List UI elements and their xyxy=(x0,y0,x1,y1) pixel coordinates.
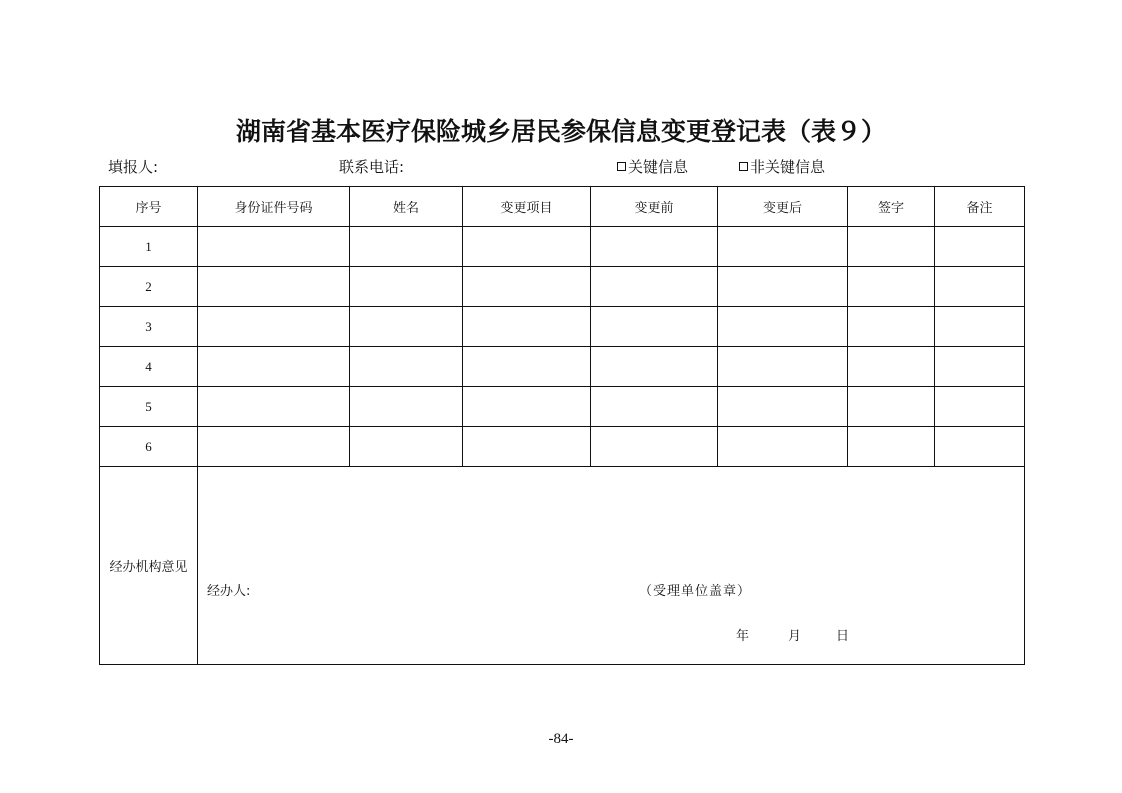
id-number-cell[interactable] xyxy=(198,307,350,347)
agency-opinion-row xyxy=(100,467,1025,665)
signature-cell[interactable] xyxy=(848,387,935,427)
signature-cell[interactable] xyxy=(848,227,935,267)
header-signature: 签字 xyxy=(848,187,935,227)
before-cell[interactable] xyxy=(591,387,718,427)
after-cell[interactable] xyxy=(718,387,848,427)
table-row xyxy=(100,427,1025,467)
row-index: 6 xyxy=(100,427,198,467)
key-info-option[interactable] xyxy=(617,156,688,177)
id-number-cell[interactable] xyxy=(198,267,350,307)
table-row xyxy=(100,267,1025,307)
handler-label: 经办人: xyxy=(207,584,251,599)
header-after: 变更后 xyxy=(718,187,848,227)
signature-cell[interactable] xyxy=(848,267,935,307)
name-cell[interactable] xyxy=(350,427,463,467)
header-name: 姓名 xyxy=(350,187,463,227)
year-label: 年 xyxy=(736,629,750,644)
id-number-cell[interactable] xyxy=(198,347,350,387)
row-index: 1 xyxy=(100,227,198,267)
name-cell[interactable] xyxy=(350,227,463,267)
header-before: 变更前 xyxy=(591,187,718,227)
change-item-cell[interactable] xyxy=(463,347,591,387)
after-cell[interactable] xyxy=(718,307,848,347)
name-cell[interactable] xyxy=(350,347,463,387)
header-change-item: 变更项目 xyxy=(463,187,591,227)
signature-cell[interactable] xyxy=(848,347,935,387)
id-number-cell[interactable] xyxy=(198,227,350,267)
before-cell[interactable] xyxy=(591,267,718,307)
table-row xyxy=(100,387,1025,427)
form-title: 湖南省基本医疗保险城乡居民参保信息变更登记表（表９） xyxy=(235,117,886,146)
table-row xyxy=(100,307,1025,347)
after-cell[interactable] xyxy=(718,347,848,387)
table-header-row xyxy=(100,187,1025,227)
change-item-cell[interactable] xyxy=(463,387,591,427)
after-cell[interactable] xyxy=(718,427,848,467)
agency-opinion-label: 经办机构意见 xyxy=(100,467,198,665)
agency-opinion-cell[interactable] xyxy=(198,467,1025,665)
row-index: 5 xyxy=(100,387,198,427)
seal-label: （受理单位盖章） xyxy=(639,584,752,599)
signature-cell[interactable] xyxy=(848,307,935,347)
before-cell[interactable] xyxy=(591,307,718,347)
signature-cell[interactable] xyxy=(848,427,935,467)
remark-cell[interactable] xyxy=(935,427,1025,467)
remark-cell[interactable] xyxy=(935,347,1025,387)
name-cell[interactable] xyxy=(350,387,463,427)
month-label: 月 xyxy=(788,629,802,644)
table-row xyxy=(100,227,1025,267)
id-number-cell[interactable] xyxy=(198,427,350,467)
non-key-info-label: 非关键信息 xyxy=(750,158,826,176)
id-number-cell[interactable] xyxy=(198,387,350,427)
before-cell[interactable] xyxy=(591,427,718,467)
row-index: 4 xyxy=(100,347,198,387)
after-cell[interactable] xyxy=(718,227,848,267)
change-item-cell[interactable] xyxy=(463,307,591,347)
change-item-cell[interactable] xyxy=(463,267,591,307)
row-index: 2 xyxy=(100,267,198,307)
header-id-number: 身份证件号码 xyxy=(198,187,350,227)
remark-cell[interactable] xyxy=(935,267,1025,307)
key-info-checkbox[interactable] xyxy=(617,162,626,171)
name-cell[interactable] xyxy=(350,267,463,307)
header-index: 序号 xyxy=(100,187,198,227)
before-cell[interactable] xyxy=(591,227,718,267)
change-item-cell[interactable] xyxy=(463,227,591,267)
row-index: 3 xyxy=(100,307,198,347)
after-cell[interactable] xyxy=(718,267,848,307)
before-cell[interactable] xyxy=(591,347,718,387)
name-cell[interactable] xyxy=(350,307,463,347)
remark-cell[interactable] xyxy=(935,227,1025,267)
non-key-info-option[interactable] xyxy=(739,156,825,177)
change-item-cell[interactable] xyxy=(463,427,591,467)
page-number: -84- xyxy=(548,731,574,747)
reporter-label: 填报人: xyxy=(108,158,159,176)
remark-cell[interactable] xyxy=(935,307,1025,347)
table-row xyxy=(100,347,1025,387)
key-info-label: 关键信息 xyxy=(628,158,689,176)
change-registration-table xyxy=(99,186,1025,665)
header-remark: 备注 xyxy=(935,187,1025,227)
non-key-info-checkbox[interactable] xyxy=(739,162,748,171)
day-label: 日 xyxy=(836,629,850,644)
phone-label: 联系电话: xyxy=(339,158,405,176)
remark-cell[interactable] xyxy=(935,387,1025,427)
